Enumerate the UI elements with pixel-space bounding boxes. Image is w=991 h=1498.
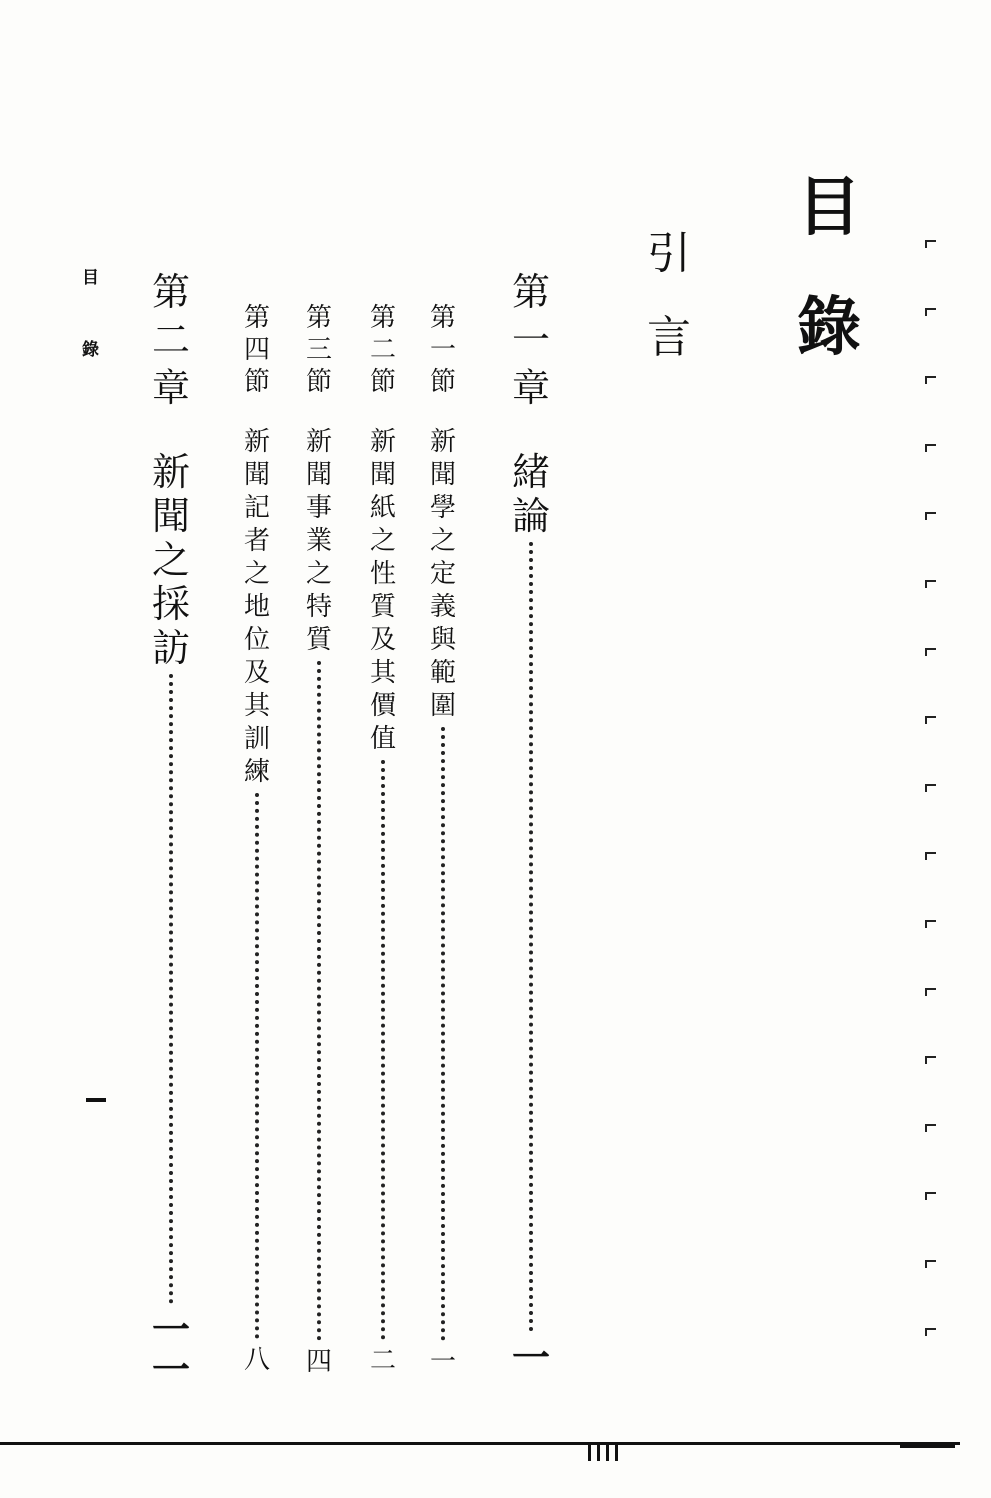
title-char: 事 — [306, 493, 333, 523]
bottom-rule — [0, 1442, 960, 1445]
label-char: 四 — [244, 335, 271, 365]
title-char: 與 — [430, 625, 457, 655]
title-char: 之 — [430, 526, 457, 556]
page-char: 一 — [152, 1307, 191, 1352]
entry-title — [430, 426, 456, 723]
title-char: 論 — [512, 494, 551, 538]
title-char: 其 — [370, 658, 397, 688]
title-char: 圍 — [430, 691, 457, 721]
page-folio-mark — [86, 1098, 106, 1102]
title-char: 質 — [370, 592, 397, 622]
title-char: 訓 — [244, 724, 271, 754]
margin-mark — [925, 240, 936, 248]
label-char: 節 — [370, 367, 397, 397]
entry-title — [244, 426, 270, 789]
margin-mark — [925, 648, 936, 656]
title-char: 值 — [370, 724, 397, 754]
preface-char: 引 — [647, 228, 691, 279]
margin-mark — [925, 852, 936, 860]
entry-label — [512, 268, 550, 412]
title-char: 目 — [797, 170, 861, 245]
title-char: 新 — [306, 427, 333, 457]
running-head-char: 目 — [82, 268, 99, 288]
page-char: 一 — [430, 1347, 457, 1377]
title-char: 義 — [430, 592, 457, 622]
title-char: 之 — [152, 538, 191, 582]
title-char: 新 — [152, 450, 191, 494]
margin-mark — [925, 376, 936, 384]
title-char: 價 — [370, 691, 397, 721]
toc-entry-section-3 — [306, 302, 332, 1379]
margin-mark — [925, 512, 936, 520]
entry-title — [512, 450, 550, 538]
preface-char: 言 — [647, 312, 691, 363]
title-char: 新 — [370, 427, 397, 457]
margin-mark — [925, 920, 936, 928]
dot-leader — [317, 661, 321, 1341]
label-char: 第 — [430, 303, 457, 333]
label-char: 節 — [306, 367, 333, 397]
page-char: 四 — [306, 1347, 333, 1377]
folio-stub — [588, 1445, 618, 1461]
title-char: 採 — [152, 582, 191, 626]
toc-entry-section-2 — [370, 302, 396, 1378]
title-char: 範 — [430, 658, 457, 688]
title-char: 記 — [244, 493, 271, 523]
entry-label — [430, 302, 456, 398]
title-char: 者 — [244, 526, 271, 556]
page-number — [152, 1307, 191, 1392]
label-char: 一 — [512, 318, 551, 362]
folio-stroke — [615, 1445, 618, 1461]
title-char: 紙 — [370, 493, 397, 523]
title-char: 學 — [430, 493, 457, 523]
title-char: 聞 — [306, 460, 333, 490]
page-number — [512, 1335, 551, 1380]
label-char: 第 — [244, 303, 271, 333]
page-number — [244, 1343, 270, 1377]
title-char: 練 — [244, 757, 271, 787]
entry-title — [370, 426, 396, 756]
toc-entry-section-1 — [430, 302, 456, 1379]
label-char: 二 — [152, 318, 191, 362]
label-char: 一 — [430, 335, 457, 365]
dot-leader — [169, 674, 173, 1304]
margin-mark — [925, 1124, 936, 1132]
entry-label — [306, 302, 332, 398]
title-char: 之 — [306, 559, 333, 589]
title-char: 質 — [306, 625, 333, 655]
margin-mark — [925, 444, 936, 452]
page-number — [430, 1345, 456, 1379]
title-char: 位 — [244, 625, 271, 655]
title-char: 性 — [370, 559, 397, 589]
margin-mark — [925, 1192, 936, 1200]
label-char: 第 — [306, 303, 333, 333]
page-title — [797, 148, 861, 388]
running-head — [82, 242, 99, 386]
title-char: 業 — [306, 526, 333, 556]
title-char: 新 — [244, 427, 271, 457]
label-char: 二 — [370, 335, 397, 365]
page-char: 八 — [244, 1345, 271, 1375]
margin-mark — [925, 1056, 936, 1064]
margin-mark — [925, 716, 936, 724]
title-char: 地 — [244, 592, 271, 622]
dot-leader — [441, 727, 445, 1341]
page-number — [370, 1344, 396, 1378]
label-char: 章 — [512, 366, 551, 410]
toc-entry-section-4 — [244, 302, 270, 1377]
entry-label — [152, 268, 190, 412]
margin-mark — [925, 1328, 936, 1336]
entry-label — [370, 302, 396, 398]
title-char: 之 — [370, 526, 397, 556]
title-char: 聞 — [430, 460, 457, 490]
title-char: 及 — [244, 658, 271, 688]
running-head-char: 錄 — [82, 340, 99, 360]
entry-label — [244, 302, 270, 398]
label-char: 第 — [512, 270, 551, 314]
title-char: 其 — [244, 691, 271, 721]
page-number — [306, 1345, 332, 1379]
label-char: 第 — [370, 303, 397, 333]
entry-title — [306, 426, 332, 657]
dot-leader — [381, 760, 385, 1340]
title-char: 及 — [370, 625, 397, 655]
title-char: 定 — [430, 559, 457, 589]
title-char: 特 — [306, 592, 333, 622]
folio-stroke — [597, 1445, 600, 1461]
title-char: 緒 — [512, 450, 551, 494]
title-char: 聞 — [370, 460, 397, 490]
label-char: 章 — [152, 366, 191, 410]
margin-mark — [925, 784, 936, 792]
title-char: 錄 — [797, 290, 861, 365]
margin-mark — [925, 988, 936, 996]
dot-leader — [255, 793, 259, 1339]
title-char: 之 — [244, 559, 271, 589]
entry-title — [152, 450, 190, 670]
page-char: 二 — [370, 1346, 397, 1376]
toc-entry-chapter-1 — [512, 268, 550, 1378]
title-char: 新 — [430, 427, 457, 457]
margin-mark — [925, 580, 936, 588]
title-char: 聞 — [152, 494, 191, 538]
toc-entry-chapter-2 — [152, 268, 190, 1390]
page-char: 一 — [152, 1347, 191, 1392]
label-char: 節 — [244, 367, 271, 397]
margin-mark — [925, 1260, 936, 1268]
dot-leader — [529, 542, 533, 1332]
label-char: 節 — [430, 367, 457, 397]
preface-entry — [647, 212, 691, 380]
folio-stroke — [588, 1445, 591, 1461]
label-char: 第 — [152, 270, 191, 314]
label-char: 三 — [306, 335, 333, 365]
folio-stroke — [606, 1445, 609, 1461]
title-char: 聞 — [244, 460, 271, 490]
margin-mark — [925, 308, 936, 316]
page-char: 一 — [512, 1335, 551, 1380]
title-char: 訪 — [152, 626, 191, 670]
bottom-rule-segment — [900, 1445, 955, 1448]
